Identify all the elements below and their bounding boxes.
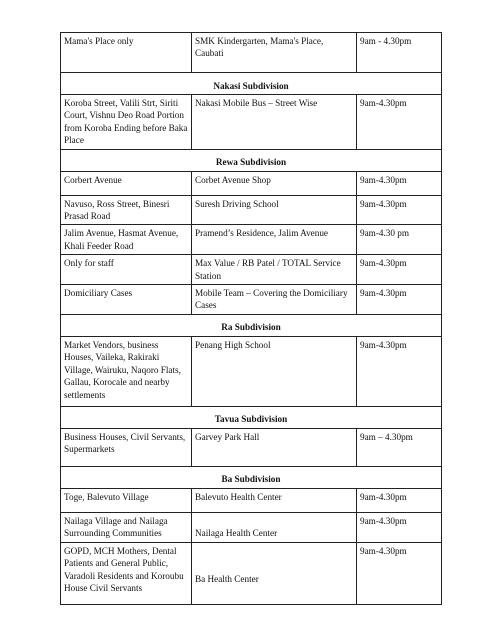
- table-row: [61, 512, 442, 542]
- area-cell: Business Houses, Civil Servants, Supermarkets: [61, 428, 192, 466]
- area-cell: Navuso, Ross Street, Binesri Prasad Road: [61, 195, 192, 225]
- table-row: [61, 336, 442, 406]
- area-cell: Corbert Avenue: [61, 171, 192, 195]
- section-heading: Tavua Subdivision: [61, 406, 442, 428]
- schedule-table: [60, 32, 442, 605]
- time-cell: 9am-4.30pm: [357, 195, 442, 225]
- table-row: [61, 33, 442, 73]
- section-heading: Ba Subdivision: [61, 466, 442, 488]
- area-cell: Toge, Balevuto Village: [61, 488, 192, 512]
- time-cell: 9am – 4.30pm: [357, 428, 442, 466]
- section-heading: Nakasi Subdivision: [61, 73, 442, 95]
- location-cell: Garvey Park Hall: [192, 428, 357, 466]
- area-cell: Mama's Place only: [61, 33, 192, 73]
- location-cell: Nakasi Mobile Bus – Street Wise: [192, 95, 357, 150]
- section-heading-row: [61, 406, 442, 428]
- table-row: [61, 428, 442, 466]
- area-cell: Koroba Street, Valili Strt, Siriti Court, Vishnu Deo Road Portion from Koroba Ending before Baka Place: [61, 95, 192, 150]
- table-row: [61, 542, 442, 604]
- location-cell: Nailaga Health Center: [192, 512, 357, 542]
- table-row: [61, 171, 442, 195]
- table-row: [61, 95, 442, 150]
- location-cell: Penang High School: [192, 336, 357, 406]
- area-cell: GOPD, MCH Mothers, Dental Patients and General Public, Varadoli Residents and Koroubu House Civil Servants: [61, 542, 192, 604]
- location-cell: Corbet Avenue Shop: [192, 171, 357, 195]
- location-cell: Suresh Driving School: [192, 195, 357, 225]
- section-heading-row: [61, 314, 442, 336]
- table-row: [61, 285, 442, 315]
- location-cell: Balevuto Health Center: [192, 488, 357, 512]
- area-cell: Market Vendors, business Houses, Vaileka, Rakiraki Village, Wairuku, Naqoro Flats, Gallau, Korocale and nearby settlements: [61, 336, 192, 406]
- section-heading: Rewa Subdivision: [61, 149, 442, 171]
- time-cell: 9am-4.30pm: [357, 542, 442, 604]
- section-heading-row: [61, 466, 442, 488]
- time-cell: 9am-4.30pm: [357, 255, 442, 285]
- table-row: [61, 255, 442, 285]
- table-row: [61, 195, 442, 225]
- area-cell: Domiciliary Cases: [61, 285, 192, 315]
- time-cell: 9am - 4.30pm: [357, 33, 442, 73]
- time-cell: 9am-4.30pm: [357, 285, 442, 315]
- time-cell: 9am-4.30pm: [357, 488, 442, 512]
- time-cell: 9am-4.30pm: [357, 512, 442, 542]
- table-row: [61, 225, 442, 255]
- table-row: [61, 488, 442, 512]
- area-cell: Nailaga Village and Nailaga Surrounding Communities: [61, 512, 192, 542]
- location-cell: Ba Health Center: [192, 542, 357, 604]
- section-heading: Ra Subdivision: [61, 314, 442, 336]
- area-cell: Only for staff: [61, 255, 192, 285]
- location-cell: Mobile Team – Covering the Domiciliary Cases: [192, 285, 357, 315]
- area-cell: Jalim Avenue, Hasmat Avenue, Khali Feeder Road: [61, 225, 192, 255]
- time-cell: 9am-4.30pm: [357, 171, 442, 195]
- location-cell: Max Value / RB Patel / TOTAL Service Station: [192, 255, 357, 285]
- time-cell: 9am-4.30 pm: [357, 225, 442, 255]
- section-heading-row: [61, 149, 442, 171]
- time-cell: 9am-4.30pm: [357, 336, 442, 406]
- time-cell: 9am-4.30pm: [357, 95, 442, 150]
- section-heading-row: [61, 73, 442, 95]
- location-cell: SMK Kindergarten, Mama's Place, Caubati: [192, 33, 357, 73]
- location-cell: Pramend’s Residence, Jalim Avenue: [192, 225, 357, 255]
